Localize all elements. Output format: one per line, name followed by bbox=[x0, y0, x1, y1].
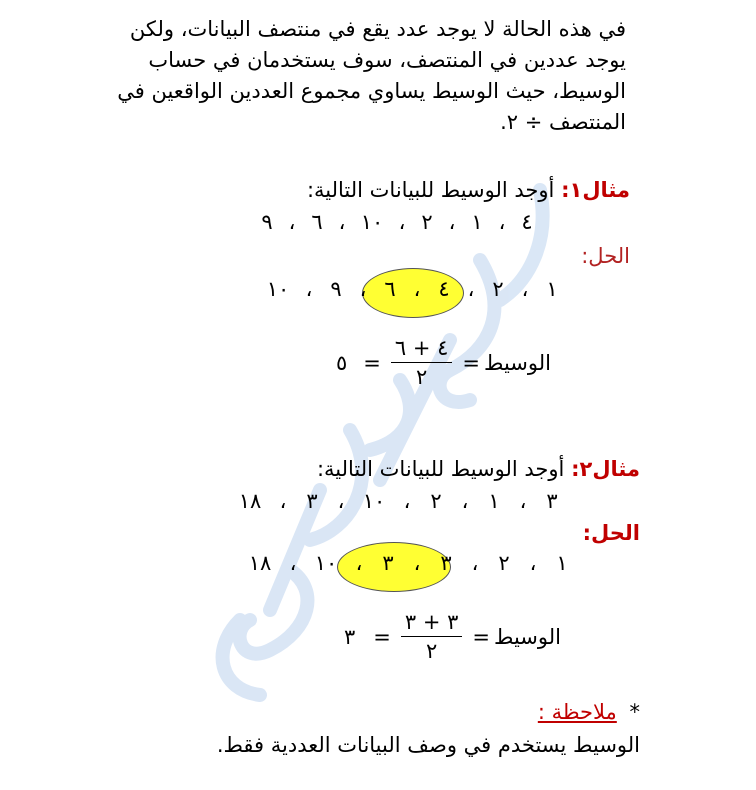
comma: ، bbox=[461, 489, 469, 513]
sorted-value: ٣ bbox=[440, 551, 452, 575]
sorted-value: ٢ bbox=[498, 551, 510, 575]
median-label: الوسيط bbox=[494, 624, 561, 649]
comma: ، bbox=[337, 489, 345, 513]
result-value: ٣ bbox=[344, 624, 356, 649]
result-value: ٥ bbox=[336, 350, 348, 375]
data-value: ١ bbox=[471, 210, 483, 234]
comma: ، bbox=[529, 551, 537, 575]
comma: ، bbox=[467, 277, 475, 301]
sorted-value: ٦ bbox=[384, 277, 396, 301]
fraction bbox=[391, 336, 453, 389]
data-value: ٤ bbox=[521, 210, 533, 234]
comma: ، bbox=[288, 210, 296, 234]
example1-label: مثال١: bbox=[561, 178, 630, 202]
comma: ، bbox=[338, 210, 346, 234]
star-marker: * bbox=[629, 700, 640, 724]
data-value: ١٨ bbox=[238, 489, 262, 513]
comma: ، bbox=[403, 489, 411, 513]
fraction-denominator: ٢ bbox=[426, 639, 438, 663]
example1-title bbox=[307, 178, 630, 202]
fraction-denominator: ٢ bbox=[416, 365, 428, 389]
sorted-value: ١٠ bbox=[266, 277, 290, 301]
intro-paragraph: في هذه الحالة لا يوجد عدد يقع في منتصف البيانات، ولكن يوجد عددين في المنتصف، سوف يستخدمان في حساب الوسيط، حيث الوسيط يساوي مجموع العددين الواقعين في المنتصف ÷ ٢. bbox=[117, 17, 626, 134]
median-label: الوسيط bbox=[484, 350, 551, 375]
fraction-numerator: ٤ + ٦ bbox=[391, 336, 453, 363]
sorted-value: ١٨ bbox=[248, 551, 272, 575]
comma: ، bbox=[279, 489, 287, 513]
comma: ، bbox=[498, 210, 506, 234]
comma: ، bbox=[519, 489, 527, 513]
comma: ، bbox=[413, 551, 421, 575]
sorted-value: ٤ bbox=[438, 277, 450, 301]
comma: ، bbox=[359, 277, 367, 301]
data-value: ٣ bbox=[306, 489, 318, 513]
data-value: ٦ bbox=[311, 210, 323, 234]
note-text: الوسيط يستخدم في وصف البيانات العددية فقط. bbox=[216, 733, 640, 757]
note-heading bbox=[538, 700, 640, 724]
comma: ، bbox=[521, 277, 529, 301]
example2-solution-label: الحل: bbox=[582, 521, 640, 545]
comma: ، bbox=[398, 210, 406, 234]
example2-prompt: أوجد الوسيط للبيانات التالية: bbox=[316, 457, 565, 481]
data-value: ٩ bbox=[261, 210, 273, 234]
sorted-value: ١ bbox=[546, 277, 558, 301]
data-value: ٣ bbox=[546, 489, 558, 513]
data-value: ٢ bbox=[430, 489, 442, 513]
example2-formula bbox=[344, 610, 561, 663]
example2-sorted-row bbox=[242, 551, 576, 575]
fraction bbox=[401, 610, 463, 663]
equals-sign: = bbox=[462, 350, 481, 375]
example2-title bbox=[317, 457, 640, 481]
comma: ، bbox=[413, 277, 421, 301]
data-value: ١٠ bbox=[362, 489, 386, 513]
sorted-value: ٩ bbox=[330, 277, 342, 301]
example1-sorted-row bbox=[260, 277, 566, 301]
sorted-value: ٣ bbox=[382, 551, 394, 575]
equals-sign: = bbox=[472, 624, 491, 649]
example2-data-row bbox=[232, 489, 566, 513]
example1-solution-label: الحل: bbox=[581, 244, 630, 268]
equals-sign: = bbox=[373, 624, 391, 649]
example1-prompt: أوجد الوسيط للبيانات التالية: bbox=[306, 178, 555, 202]
example2-label: مثال٢: bbox=[571, 457, 640, 481]
fraction-numerator: ٣ + ٣ bbox=[401, 610, 463, 637]
sorted-value: ٢ bbox=[492, 277, 504, 301]
sorted-value: ١٠ bbox=[314, 551, 338, 575]
comma: ، bbox=[289, 551, 297, 575]
data-value: ٢ bbox=[421, 210, 433, 234]
equals-sign: = bbox=[363, 350, 381, 375]
data-value: ١ bbox=[488, 489, 500, 513]
data-value: ١٠ bbox=[360, 210, 384, 234]
comma: ، bbox=[305, 277, 313, 301]
example1-formula bbox=[336, 336, 551, 389]
comma: ، bbox=[448, 210, 456, 234]
sorted-value: ١ bbox=[556, 551, 568, 575]
comma: ، bbox=[471, 551, 479, 575]
example1-data-row bbox=[254, 210, 540, 234]
note-title: ملاحظة : bbox=[537, 700, 617, 724]
comma: ، bbox=[355, 551, 363, 575]
